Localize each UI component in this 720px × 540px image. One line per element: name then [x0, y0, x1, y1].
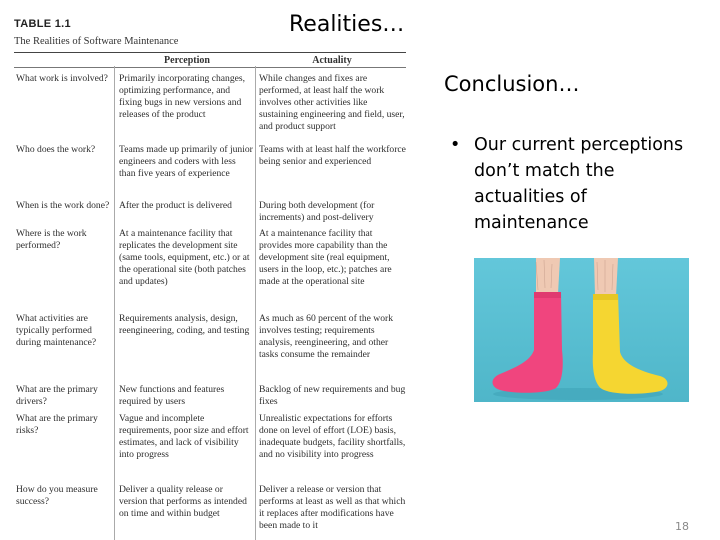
row-question: How do you measure success?: [16, 484, 98, 507]
row-question: What work is involved?: [16, 73, 108, 84]
table-caption: The Realities of Software Maintenance: [14, 36, 179, 47]
row-actuality: Deliver a release or version that performs at least as well as that which it replaces after modifications have been made to it: [259, 484, 406, 531]
row-perception: After the product is delivered: [119, 200, 232, 211]
header-perception: Perception: [164, 55, 210, 66]
header-actuality: Actuality: [312, 55, 352, 66]
row-question: What activities are typically performed during maintenance?: [16, 313, 97, 348]
left-leg: [536, 258, 560, 294]
row-perception: New functions and features required by users: [119, 384, 225, 407]
bullet-marker: •: [450, 135, 461, 155]
row-question: When is the work done?: [16, 200, 110, 211]
socks-photo: [474, 258, 689, 402]
table-number: TABLE 1.1: [14, 18, 71, 30]
row-actuality: Teams with at least half the workforce being senior and experienced: [259, 144, 406, 167]
row-perception: Teams made up primarily of junior engineers and coders with less than five years of experience: [119, 144, 253, 179]
row-question: Who does the work?: [16, 144, 96, 155]
row-question: What are the primary risks?: [16, 413, 98, 436]
column-divider: [114, 66, 115, 540]
row-question: Where is the work performed?: [16, 228, 87, 251]
row-actuality: As much as 60 percent of the work involves testing; requirements analysis, reengineering, and other tasks consume the remainder: [259, 313, 394, 360]
conclusion-heading: Conclusion…: [444, 72, 580, 96]
yellow-sock-cuff: [593, 294, 618, 300]
column-divider: [255, 66, 256, 540]
row-question: What are the primary drivers?: [16, 384, 98, 407]
row-perception: Vague and incomplete requirements, poor size and effort estimates, and lack of visibility into progress: [119, 413, 249, 460]
row-perception: At a maintenance facility that replicates the development site (same tools, equipment, etc.) or at the operational site (both patches and updates): [119, 228, 250, 287]
row-perception: Requirements analysis, design, reengineering, coding, and testing: [119, 313, 250, 336]
table-rule-header: [14, 67, 406, 68]
bullet-item: Our current perceptions don’t match the actualities of maintenance: [474, 135, 684, 233]
row-perception: Deliver a quality release or version that performs as intended on time and within budget: [119, 484, 247, 519]
pink-sock-cuff: [534, 292, 561, 298]
row-actuality: While changes and fixes are performed, at least half the work involves other activities like sustaining engineering and field, user, and product support: [259, 73, 405, 132]
socks-illustration: [474, 258, 689, 402]
row-actuality: Backlog of new requirements and bug fixes: [259, 384, 406, 407]
row-perception: Primarily incorporating changes, optimizing performance, and fixing bugs in new versions and releases of the product: [119, 73, 246, 120]
row-actuality: During both development (for increments) and post-delivery: [259, 200, 375, 223]
table-rule-top: [14, 52, 406, 53]
row-actuality: At a maintenance facility that provides more capability than the development site (real equipment, users in the loop, etc.); patches are made at the operational site: [259, 228, 392, 287]
slide-number: 18: [675, 520, 689, 533]
slide-title: Realities…: [289, 12, 405, 37]
row-actuality: Unrealistic expectations for efforts done on level of effort (LOE) basis, inadequate budgets, facility shortfalls, and no visibility into progress: [259, 413, 406, 460]
